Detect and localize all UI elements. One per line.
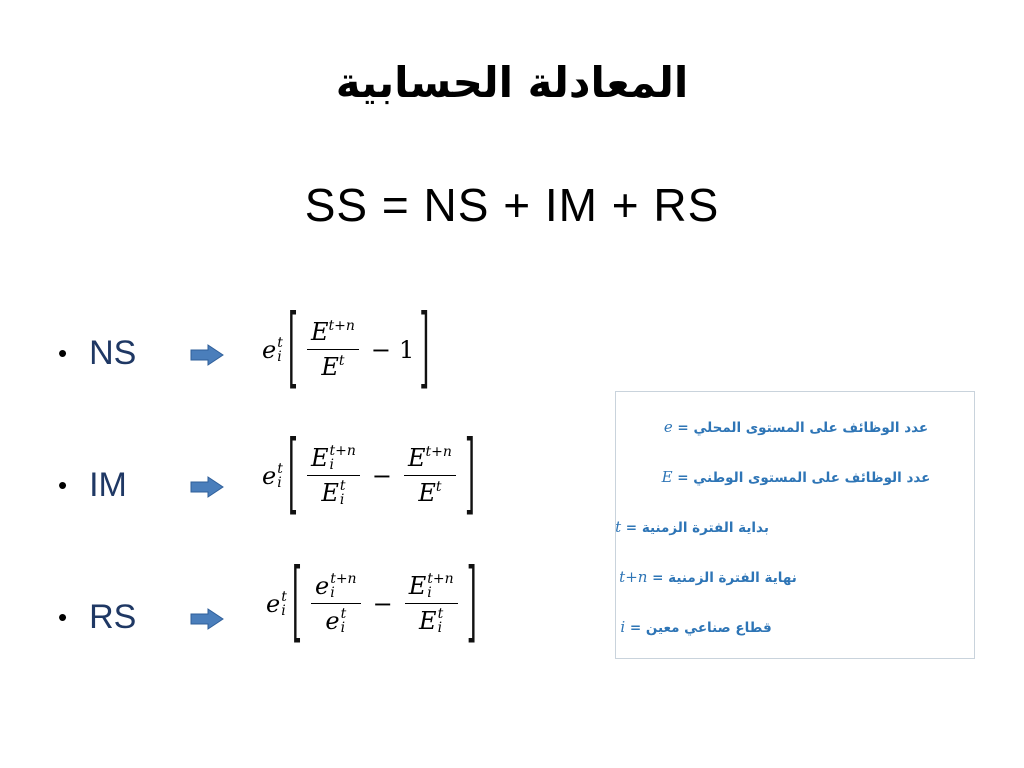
fraction-1 (307, 444, 360, 507)
fraction-2 (405, 572, 458, 635)
minus-sign: − (371, 461, 393, 490)
legend-equals: = (625, 620, 646, 636)
den-symbol: e (325, 607, 340, 635)
num-symbol: E (408, 444, 426, 472)
den-sup: t (340, 606, 347, 622)
legend-row-tn (528, 568, 888, 586)
den-sub: i (437, 620, 443, 636)
fraction (307, 318, 359, 381)
den-symbol: E (321, 479, 339, 507)
legend-equals: = (647, 570, 669, 586)
slide-title: المعادلة الحسابية (335, 58, 689, 107)
legend-row-t (512, 518, 872, 536)
bullet-im (58, 466, 127, 505)
formula-ns (262, 298, 434, 401)
right-arrow-icon (190, 608, 224, 630)
num-sup: t+n (330, 571, 357, 587)
den-sub: i (340, 620, 346, 636)
num-symbol: E (311, 318, 329, 346)
num-sup: t+n (329, 443, 356, 459)
legend-row-i (516, 618, 876, 636)
bullet-ns (58, 334, 136, 373)
num-sup: t+n (328, 318, 355, 334)
left-bracket: [ (287, 298, 298, 401)
legend-box (615, 391, 975, 659)
legend-equals: = (672, 420, 694, 436)
coef-sub: i (277, 348, 282, 365)
num-symbol: E (311, 444, 329, 472)
num-sub: i (330, 585, 335, 601)
legend-symbol: t+n (619, 568, 648, 586)
legend-text: عدد الوظائف على المستوى المحلي (693, 420, 929, 436)
num-sub: i (427, 585, 432, 601)
right-arrow-icon (190, 344, 224, 366)
legend-symbol: t (615, 518, 622, 536)
fraction-2 (404, 444, 456, 507)
right-bracket: ] (464, 424, 476, 527)
bullet-label-im: IM (89, 466, 127, 504)
num-sup: t+n (427, 571, 454, 587)
num-symbol: E (408, 572, 427, 600)
legend-symbol: E (661, 468, 673, 486)
legend-text: عدد الوظائف على المستوى الوطني (693, 470, 931, 486)
legend-symbol: i (620, 618, 626, 636)
num-sup: t+n (425, 444, 452, 460)
legend-equals: = (621, 520, 642, 536)
legend-text: قطاع صناعي معين (645, 620, 772, 636)
legend-row-e (616, 418, 976, 436)
num-sub: i (329, 457, 335, 473)
coef-sup: t (277, 334, 283, 351)
legend-text: بداية الفترة الزمنية (641, 520, 769, 536)
constant-one: 1 (399, 335, 415, 364)
den-sub: i (339, 492, 345, 508)
coef-sup: t (281, 588, 287, 605)
right-bracket: ] (466, 552, 477, 655)
formula-rs (266, 552, 482, 655)
right-bracket: ] (419, 298, 430, 401)
minus-sign: − (372, 589, 393, 618)
fraction-1 (311, 572, 361, 635)
den-symbol: E (418, 479, 436, 507)
right-arrow-icon (190, 476, 224, 498)
coef-sub: i (281, 602, 286, 619)
den-sup: t (339, 478, 346, 494)
coef-sup: t (277, 460, 283, 477)
formula-coef: e (262, 335, 277, 364)
den-sup: t (437, 606, 444, 622)
bullet-rs (58, 598, 136, 637)
den-sup: t (338, 353, 345, 369)
bullet-dot: • (58, 602, 68, 632)
left-bracket: [ (287, 424, 298, 527)
formula-coef: e (266, 589, 281, 618)
den-symbol: E (321, 353, 339, 381)
num-symbol: e (315, 572, 330, 600)
minus-sign: − (370, 335, 392, 364)
bullet-dot: • (58, 338, 68, 368)
legend-text: نهاية الفترة الزمنية (668, 570, 797, 586)
left-bracket: [ (291, 552, 302, 655)
legend-equals: = (672, 470, 694, 486)
main-equation: SS = NS + IM + RS (304, 179, 720, 231)
coef-sub: i (277, 474, 282, 491)
formula-im (262, 424, 480, 527)
legend-symbol: e (663, 418, 673, 436)
den-sup: t (435, 479, 442, 495)
den-symbol: E (419, 607, 437, 635)
bullet-dot: • (58, 470, 68, 500)
legend-row-E (616, 468, 976, 486)
bullet-label-rs: RS (89, 598, 137, 636)
formula-coef: e (262, 461, 277, 490)
bullet-label-ns: NS (89, 334, 137, 372)
